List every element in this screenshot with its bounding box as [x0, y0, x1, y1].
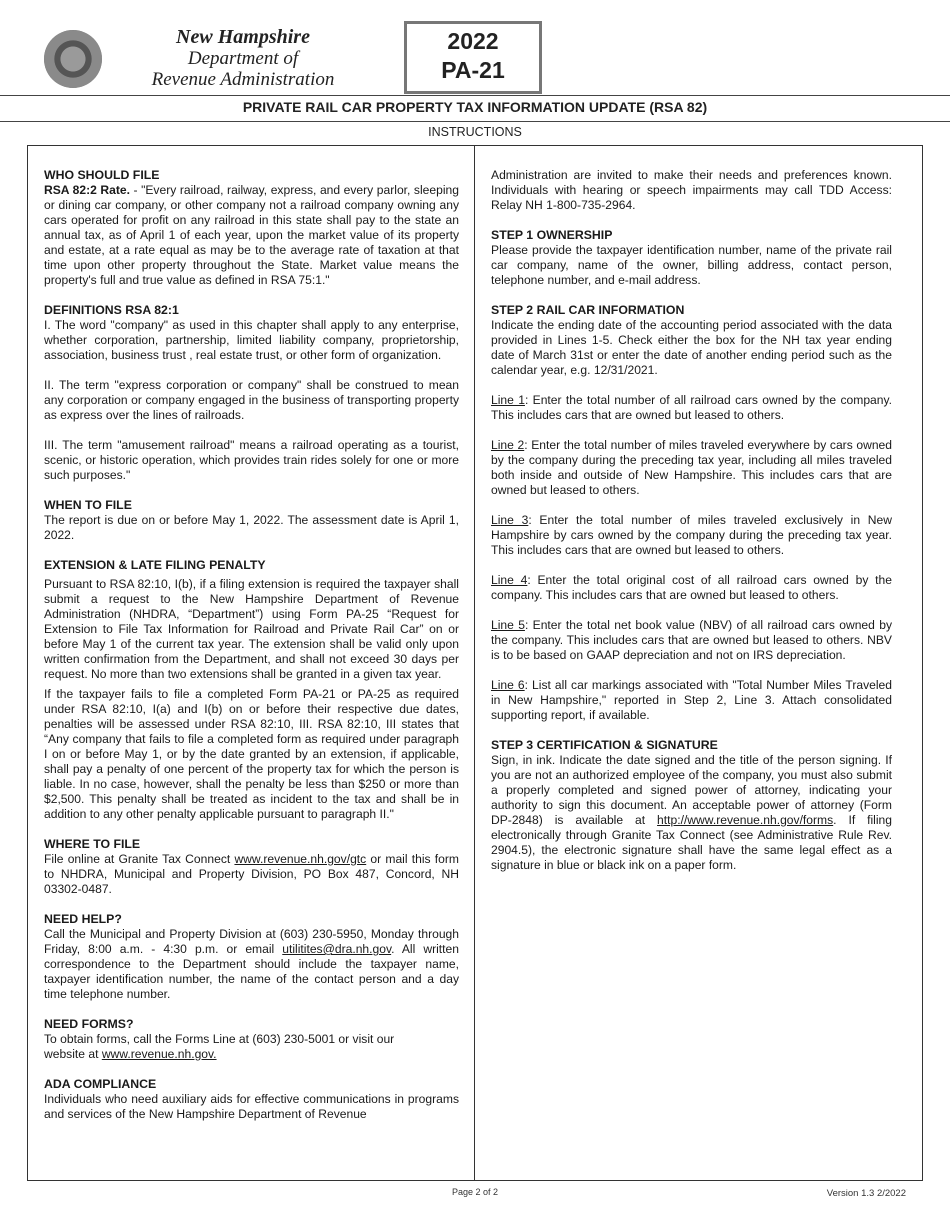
email-link[interactable]: utilitites@dra.nh.gov [282, 942, 392, 956]
title-rule [0, 121, 950, 122]
page-header [0, 0, 950, 96]
extension-paragraph-1: Pursuant to RSA 82:10, I(b), if a filing extension is required the taxpayer shall submit a request to the New Hampshire Department of Revenue Administration (NHDRA, “Department”) using Form PA-25 “Request for Extension to File Tax Information for Railroad and Private Rail Car” on or before May 1 of the current tax year. The extension shall be valid only upon written confirmation from the Department, and shall not exceed 30 days per request. No more than two extensions shall be granted in a given tax year. [44, 577, 459, 681]
help-heading: NEED HELP? [44, 912, 122, 926]
form-id-box [404, 21, 542, 94]
forms-line-1: To obtain forms, call the Forms Line at (603) 230-5001 or visit our [44, 1032, 395, 1046]
who-rate-label: RSA 82:2 Rate. [44, 183, 130, 197]
line-3-label: Line 3 [491, 513, 529, 527]
left-column [44, 168, 459, 1137]
line-4-instruction [491, 573, 892, 603]
department-name [140, 27, 346, 90]
step1-heading: STEP 1 OWNERSHIP [491, 228, 613, 242]
help-pre: Call the Municipal and Property Division at (603) 230-5950, Monday through Friday, 8:00 a.m. - 4:30 p.m. or email [44, 927, 459, 956]
page-title: PRIVATE RAIL CAR PROPERTY TAX INFORMATION UPDATE (RSA 82) [242, 99, 708, 115]
forms-url-link[interactable]: http://www.revenue.nh.gov/forms [657, 813, 834, 827]
line-1-text: : Enter the total number of all railroad cars owned by the company. This includes cars that are owned but leased to others. [491, 393, 893, 422]
definition-3: III. The term "amusement railroad" means a railroad operating as a tourist, scenic, or historic operation, which provides train rides solely for one or more such purposes." [44, 438, 459, 482]
line-3-instruction [491, 513, 892, 558]
ada-continued: Administration are invited to make their needs and preferences known. Individuals with hearing or speech impairments may call TDD Access: Relay NH 1-800-735-2964. [491, 168, 892, 212]
form-number: PA-21 [441, 57, 505, 83]
step3-post: . If filing electronically through Granite Tax Connect (see Administrative Rule Rev. 2904.5), the electronic signature shall have the same legal effect as a signature in blue or black ink on a paper form. [491, 813, 892, 872]
website-link[interactable]: www.revenue.nh.gov. [101, 1047, 217, 1061]
step3-text [491, 753, 892, 873]
dept-line-2: Department of [187, 48, 299, 69]
line-5-label: Line 5 [491, 618, 525, 632]
dept-line-1: New Hampshire [176, 26, 310, 48]
where-text [44, 852, 459, 897]
forms-heading: NEED FORMS? [44, 1017, 134, 1031]
step2-text: Indicate the ending date of the accounting period associated with the data provided in Lines 1-5. Check either the box for the NH tax year ending date of March 31st or enter the date of another ending period such as the calendar year, e.g. 12/31/2021. [491, 318, 892, 377]
line-2-text: : Enter the total number of miles traveled everywhere by cars owned by the company during the preceding tax year, including all miles traveled both inside and outside of New Hampshire. This includes cars that are owned but leased to others. [491, 438, 893, 497]
when-heading: WHEN TO FILE [44, 498, 132, 512]
where-post: or mail this form to NHDRA, Municipal and Property Division, PO Box 487, Concord, NH 03302-0487. [44, 852, 459, 896]
help-post: . All written correspondence to the Department should include the taxpayer name, taxpayer identification number, the name of the contact person and a day time telephone number. [44, 942, 459, 1001]
ada-heading: ADA COMPLIANCE [44, 1077, 157, 1091]
definition-2: II. The term "express corporation or company" shall be construed to mean any corporation or company engaged in the business of transporting property as express over the lines of railroads. [44, 378, 459, 422]
dept-line-3: Revenue Administration [151, 69, 335, 90]
ada-text: Individuals who need auxiliary aids for effective communications in programs and services of the New Hampshire Department of Revenue [44, 1092, 459, 1121]
line-2-label: Line 2 [491, 438, 525, 452]
line-3-text: : Enter the total number of miles traveled exclusively in New Hampshire by cars owned by the company during the preceding tax year. This includes cars that are owned but leased to others. [491, 513, 893, 557]
line-1-label: Line 1 [491, 393, 525, 407]
form-year: 2022 [447, 28, 499, 54]
line-5-text: : Enter the total net book value (NBV) of all railroad cars owned by the company. This includes cars that are owned but leased to others. NBV is to be based on GAAP depreciation and not on IRS depreciation. [491, 618, 892, 662]
help-text [44, 927, 459, 1002]
header-rule [0, 95, 950, 96]
line-5-instruction [491, 618, 892, 663]
step1-text: Please provide the taxpayer identification number, name of the private rail car company, name of the owner, billing address, contact person, telephone number, and e-mail address. [491, 243, 892, 287]
page-subtitle: INSTRUCTIONS [428, 125, 522, 139]
definition-1: I. The word "company" as used in this chapter shall apply to any enterprise, whether corporation, partnership, limited liability company, proprietorship, association, business trust , real estate trust, or other form of organization. [44, 318, 459, 362]
who-body: - "Every railroad, railway, express, and every parlor, sleeping or dining car company, or other company not a railroad company owning any cars operated for profit on any railroad in this state shall pay to the state an annual tax, as of April 1 of each year, upon the market value of its property and estate, at a rate equal as may be to the average rate of taxation at that time upon other property throughout the State. Market value means the property's full and true value as defined in RSA 75:1." [44, 183, 459, 287]
when-text: The report is due on or before May 1, 2022. The assessment date is April 1, 2022. [44, 513, 459, 542]
forms-pre: website at [44, 1047, 102, 1061]
step2-heading: STEP 2 RAIL CAR INFORMATION [491, 303, 685, 317]
who-text [44, 183, 459, 288]
line-4-text: : Enter the total original cost of all railroad cars owned by the company. This includes cars that are owned but leased to others. [491, 573, 892, 602]
state-seal-icon [44, 30, 102, 88]
step3-pre: Sign, in ink. Indicate the date signed and the title of the person signing. If you are not an authorized employee of the company, you must also submit a properly completed and signed power of attorney, indicating your authority to sign this document. An acceptable power of attorney (Form DP-2848) is available at [491, 753, 892, 827]
line-2-instruction [491, 438, 892, 498]
line-4-label: Line 4 [491, 573, 528, 587]
column-divider [474, 145, 475, 1180]
page-number: Page 2 of 2 [451, 1187, 499, 1197]
extension-paragraph-2: If the taxpayer fails to file a completed Form PA-21 or PA-25 as required under RSA 82:10, I(a) and I(b) on or before their respective due dates, penalties will be assessed under RSA 82:10, III. RSA 82:10, III states that “Any company that fails to file a completed form as required under paragraph I on or before May 1, or by the date granted by an extension, if applicable, shall pay a penalty of one percent of the property tax for which the person is liable. In no case, however, shall the penalty be less than $250 or more than $2,500. This penalty shall be treated as incident to the tax and shall be in addition to any other penalty applicable pursuant to paragraph II." [44, 687, 459, 821]
who-heading: WHO SHOULD FILE [44, 168, 160, 182]
forms-text [44, 1032, 459, 1062]
right-column [491, 168, 892, 888]
line-1-instruction [491, 393, 892, 423]
version-label: Version 1.3 2/2022 [826, 1188, 906, 1199]
line-6-instruction [491, 678, 892, 723]
where-pre: File online at Granite Tax Connect [44, 852, 235, 866]
definitions-heading: DEFINITIONS RSA 82:1 [44, 303, 179, 317]
line-6-text: : List all car markings associated with "Total Number Miles Traveled in New Hampshire," reported in Step 2, Line 3. Attach consolidated supporting report, if available. [491, 678, 892, 722]
line-6-label: Line 6 [491, 678, 525, 692]
gtc-link[interactable]: www.revenue.nh.gov/gtc [234, 852, 367, 866]
extension-heading: EXTENSION & LATE FILING PENALTY [44, 558, 266, 572]
step3-heading: STEP 3 CERTIFICATION & SIGNATURE [491, 738, 718, 752]
where-heading: WHERE TO FILE [44, 837, 141, 851]
